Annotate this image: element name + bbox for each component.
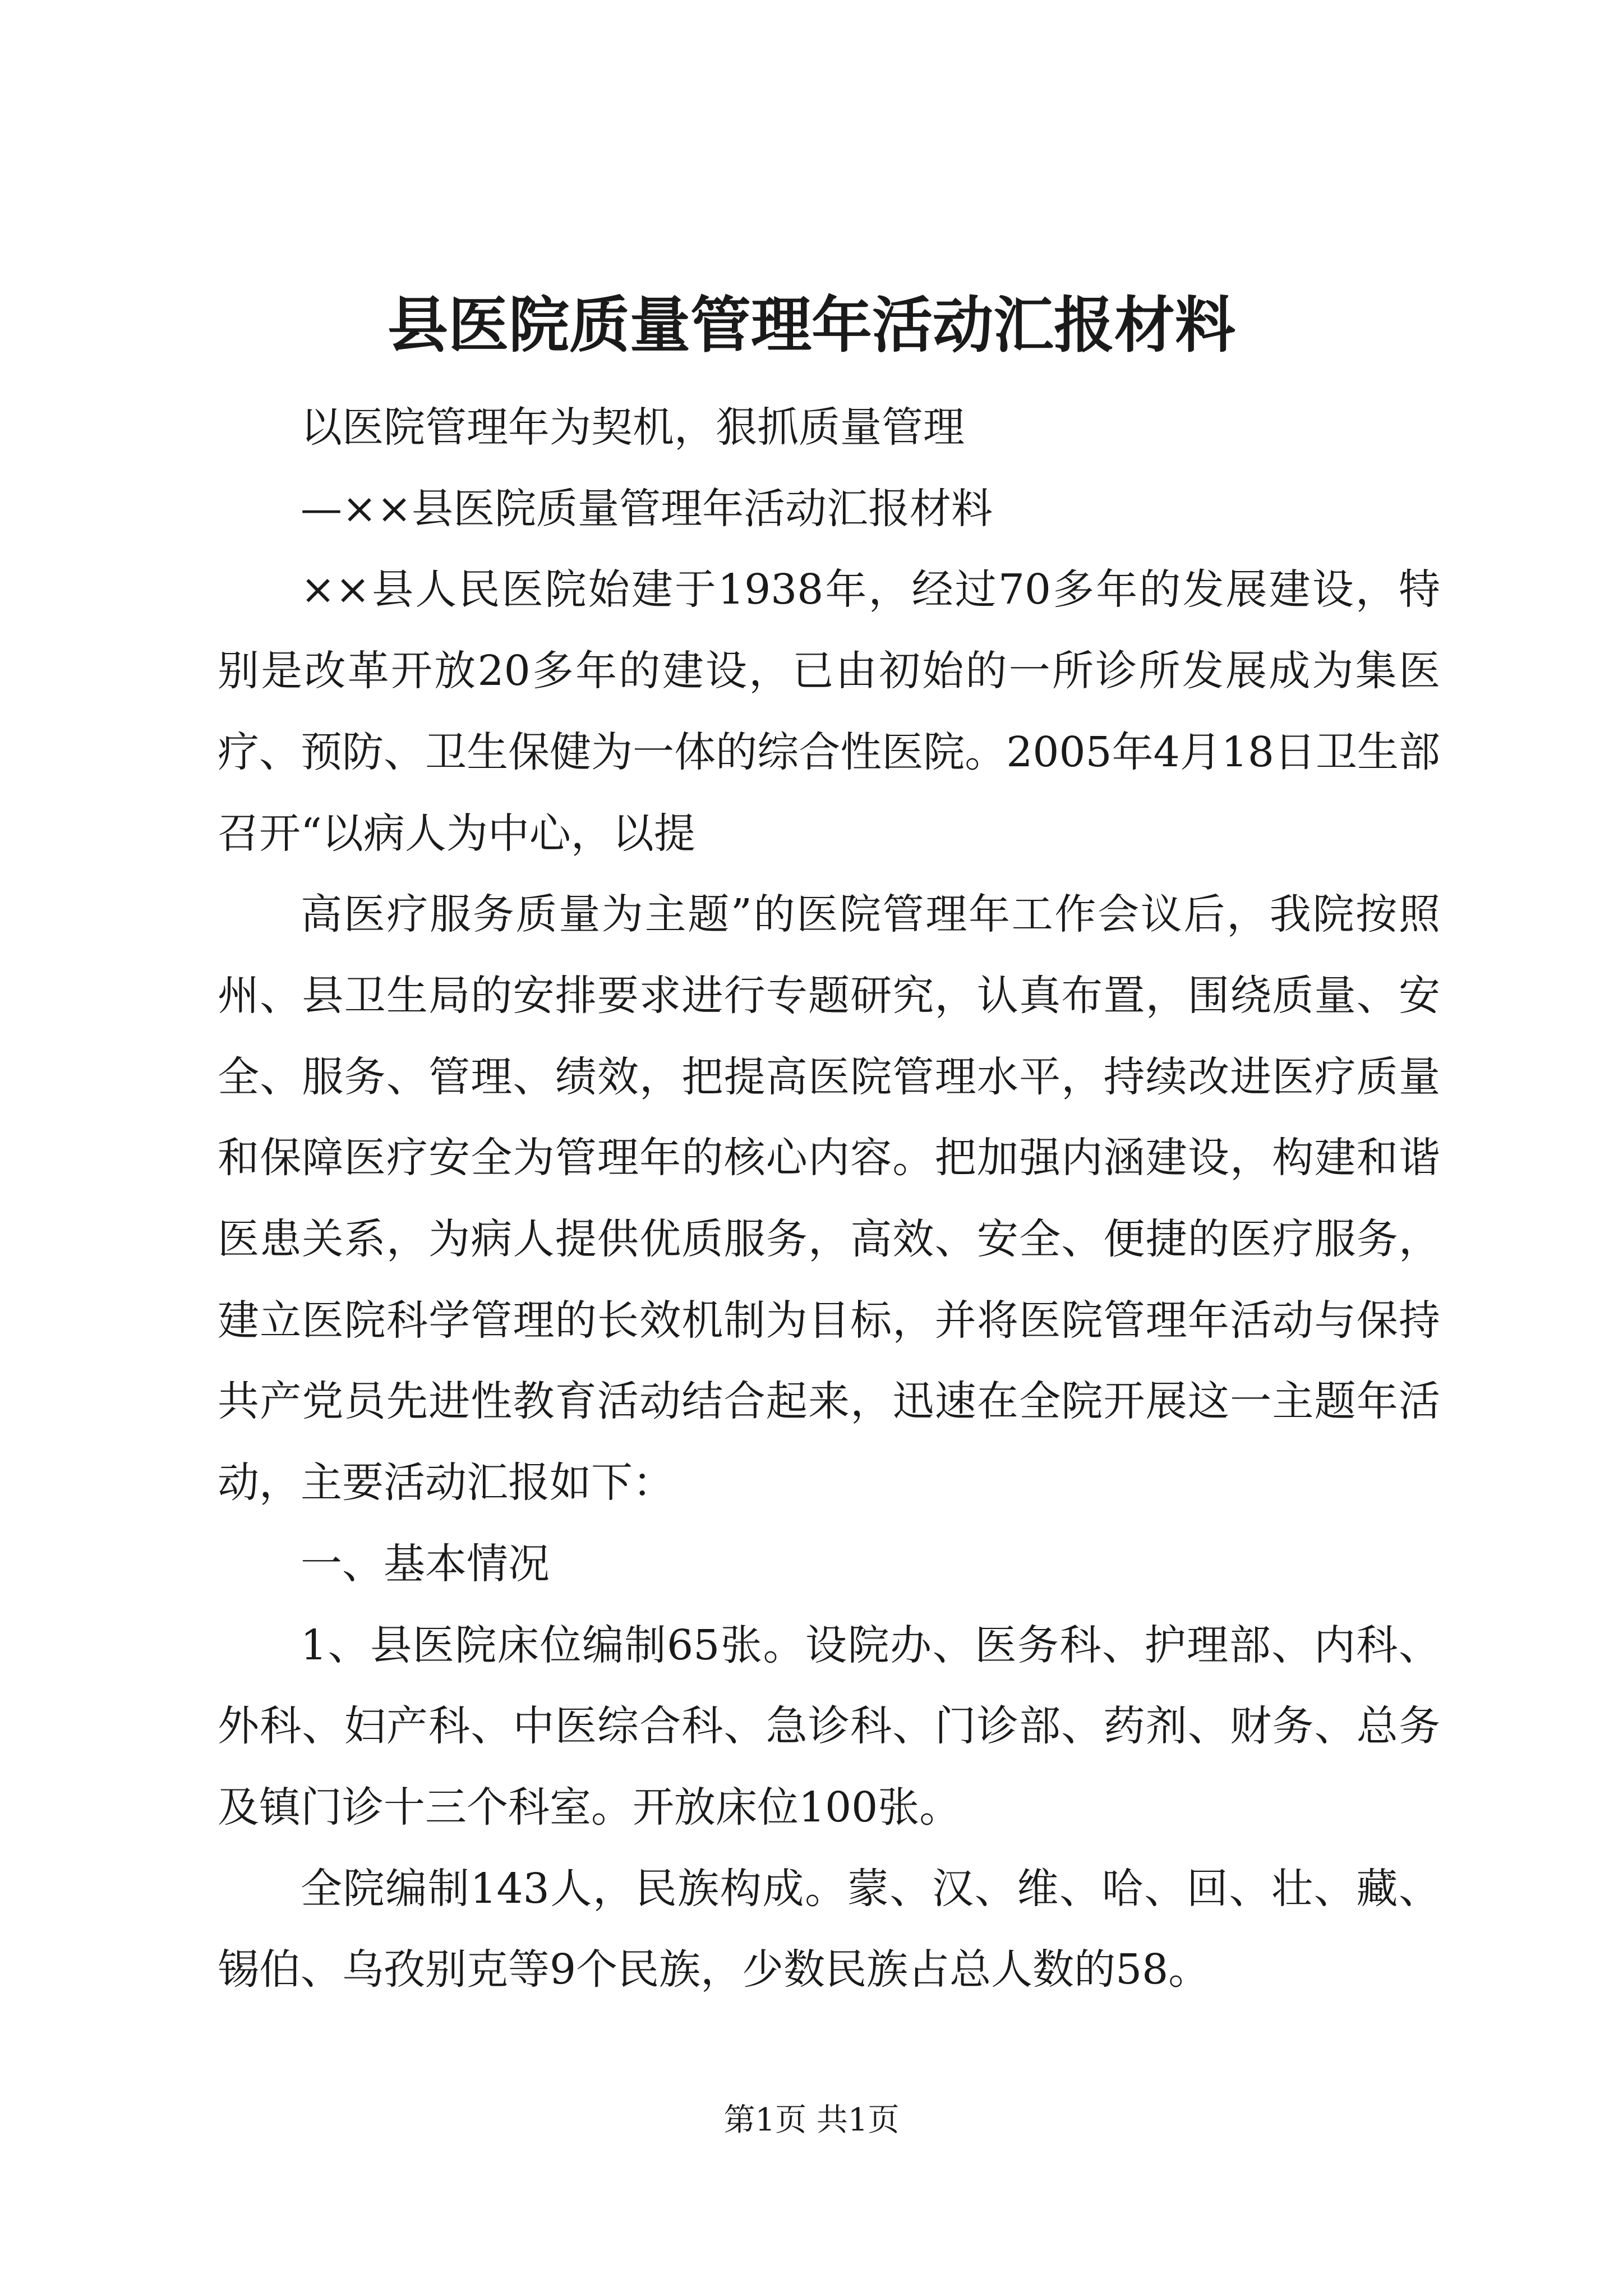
body-paragraph: 全院编制143人，民族构成。蒙、汉、维、哈、回、壮、藏、锡伯、乌孜别克等9个民族，少数民族占总人数的58。 <box>218 1864 1440 1994</box>
subtitle-line: 以医院管理年为契机，狠抓质量管理 <box>301 403 965 452</box>
document-body <box>218 387 1440 2010</box>
body-paragraph: ××县人民医院始建于1938年，经过70多年的发展建设，特别是改革开放20多年的建设，已由初始的一所诊所发展成为集医疗、预防、卫生保健为一体的综合性医院。2005年4月18日卫生部召开“以病人为中心，以提 <box>218 565 1440 858</box>
subtitle-source-line: —××县医院质量管理年活动汇报材料 <box>301 484 993 533</box>
body-paragraph: 高医疗服务质量为主题”的医院管理年工作会议后，我院按照州、县卫生局的安排要求进行专题研究，认真布置，围绕质量、安全、服务、管理、绩效，把提高医院管理水平，持续改进医疗质量和保障医疗安全为管理年的核心内容。把加强内涵建设，构建和谐医患关系，为病人提供优质服务，高效、安全、便捷的医疗服务，建立医院科学管理的长效机制为目标，并将医院管理年活动与保持共产党员先进性教育活动结合起来，迅速在全院开展这一主题年活动，主要活动汇报如下： <box>218 890 1440 1507</box>
section-heading: 一、基本情况 <box>301 1539 550 1588</box>
body-paragraph: 1、县医院床位编制65张。设院办、医务科、护理部、内科、外科、妇产科、中医综合科、急诊科、门诊部、药剂、财务、总务及镇门诊十三个科室。开放床位100张。 <box>218 1621 1440 1832</box>
document-title: 县医院质量管理年活动汇报材料 <box>387 290 1235 361</box>
page-footer: 第1页 共1页 <box>723 2102 900 2138</box>
